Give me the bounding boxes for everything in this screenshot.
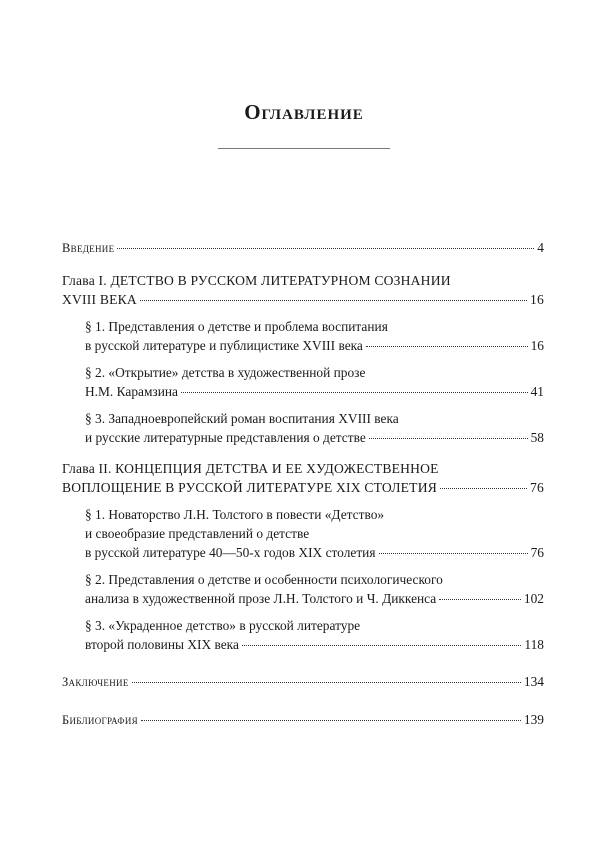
toc-entry-title-line: Н.М. Карамзина xyxy=(85,384,178,399)
toc-entry-ch1-section-2[interactable] xyxy=(62,363,544,401)
toc-page-number: 102 xyxy=(523,591,544,606)
toc-entry-title-line: § 1. Представления о детстве и проблема воспитания xyxy=(85,319,388,334)
toc-entry-title-line: Глава I. ДЕТСТВО В РУССКОМ ЛИТЕРАТУРНОМ СОЗНАНИИ xyxy=(62,273,451,288)
toc-entry-title-line: в русской литературе и публицистике XVIII века xyxy=(85,338,363,353)
toc-entry-title-line: § 3. «Украденное детство» в русской литературе xyxy=(85,618,361,633)
toc-entry-chapter-1[interactable] xyxy=(62,271,544,309)
toc-entry-conclusion[interactable] xyxy=(62,672,544,692)
toc-page-number: 76 xyxy=(530,480,544,495)
toc-entry-title-line: ВОПЛОЩЕНИЕ В РУССКОЙ ЛИТЕРАТУРЕ XIX СТОЛЕТИЯ xyxy=(62,480,437,495)
toc-entry-title-line: в русской литературе 40—50-х годов XIX столетия xyxy=(85,545,376,560)
dot-leader xyxy=(117,248,534,249)
toc-entry-ch2-section-3[interactable] xyxy=(62,616,544,654)
page-title: Оглавление xyxy=(244,100,364,124)
toc-entry-title-line: и русские литературные представления о детстве xyxy=(85,430,366,445)
toc-page-number: 139 xyxy=(523,712,544,727)
toc-entry-title-line: § 2. Представления о детстве и особенности психологического xyxy=(85,572,443,587)
dot-leader xyxy=(242,645,521,646)
dot-leader xyxy=(366,346,528,347)
toc-entry-ch2-section-2[interactable] xyxy=(62,570,544,608)
toc-entry-title-line: § 2. «Открытие» детства в художественной прозе xyxy=(85,365,366,380)
toc-entry-title-line: Глава II. КОНЦЕПЦИЯ ДЕТСТВА И ЕЕ ХУДОЖЕСТВЕННОЕ xyxy=(62,461,439,476)
table-of-contents xyxy=(62,238,544,730)
toc-entry-title-line: § 1. Новаторство Л.Н. Толстого в повести «Детство» xyxy=(85,507,385,522)
dot-leader xyxy=(132,682,521,683)
toc-entry-title-line: и своеобразие представлений о детстве xyxy=(85,526,310,541)
toc-entry-title: Заключение xyxy=(62,675,129,689)
toc-page-number: 58 xyxy=(530,430,544,445)
toc-entry-ch1-section-1[interactable] xyxy=(62,317,544,355)
dot-leader xyxy=(369,438,528,439)
toc-page-number: 118 xyxy=(524,637,544,652)
toc-entry-ch2-section-1[interactable] xyxy=(62,505,544,562)
toc-page-number: 76 xyxy=(530,545,544,560)
toc-entry-title-line: анализа в художественной прозе Л.Н. Толстого и Ч. Диккенса xyxy=(85,591,437,606)
dot-leader xyxy=(440,488,527,489)
toc-page-number: 41 xyxy=(530,384,544,399)
toc-entry-title-line: XVIII ВЕКА xyxy=(62,292,137,307)
toc-entry-title: Библиография xyxy=(62,713,138,727)
dot-leader xyxy=(439,599,521,600)
toc-entry-bibliography[interactable] xyxy=(62,710,544,730)
title-divider xyxy=(218,148,390,149)
toc-entry-intro[interactable] xyxy=(62,238,544,258)
dot-leader xyxy=(379,553,528,554)
toc-page-number: 16 xyxy=(530,292,544,307)
toc-page-number: 4 xyxy=(537,240,544,255)
toc-entry-ch1-section-3[interactable] xyxy=(62,409,544,447)
dot-leader xyxy=(181,392,528,393)
toc-entry-title-line: второй половины XIX века xyxy=(85,637,239,652)
dot-leader xyxy=(141,720,521,721)
toc-entry-chapter-2[interactable] xyxy=(62,459,544,497)
toc-entry-title-line: § 3. Западноевропейский роман воспитания XVIII века xyxy=(85,411,399,426)
toc-entry-title: Введение xyxy=(62,241,115,255)
toc-page-number: 16 xyxy=(530,338,544,353)
dot-leader xyxy=(140,300,527,301)
toc-page-number: 134 xyxy=(523,674,544,689)
